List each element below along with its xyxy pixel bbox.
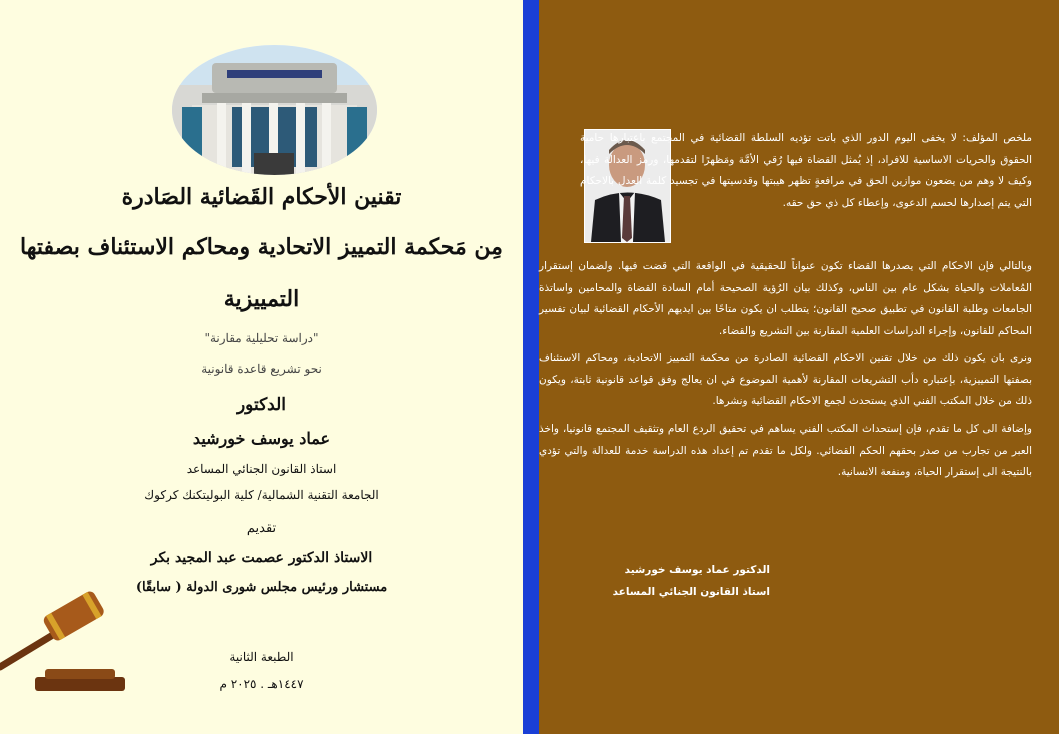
gavel-icon <box>0 585 130 695</box>
court-building-photo <box>172 45 377 175</box>
author-affiliation: الجامعة التقنية الشمالية/ كلية البوليتكنك كركوك <box>144 488 379 502</box>
author-rank: الدكتور <box>236 395 287 415</box>
signature-title: استاذ القانون الجنائي المساعد <box>612 586 770 598</box>
edition: الطبعة الثانية <box>229 650 294 664</box>
abstract-paragraph-4: وإضافة الى كل ما تقدم، فإن إستحداث المكتب الفني يساهم في تحقيق الردع العام وتثقيف المجتمع قانونيا، واخذ العبر من تجارب من صدر بحقهم الحكم القضائي. ولكل ما تقدم تم إعداد هذه الدراسة خدمة للعدالة والتي تؤدي بالنتيجة الى إستقرار الحياة، ومنفعة الانسانية. <box>539 423 1032 478</box>
introduction-author-name: الاستاذ الدكتور عصمت عبد المجيد بكر <box>150 550 373 566</box>
abstract-paragraph-1: ملخص المؤلف: لا يخفى اليوم الدور الذي باتت تؤديه السلطة القضائية في المجتمع باعتبارها حامية الحقوق والحريات الاساسية للافراد، إذ يُمثل القضاة فيها رُقي الأمَّة ومَظهرًا لتقدمها، ورمز العدالة فيها، وكيف لا وهم من يضعون موازين الحق في مرافعةٍ تظهر هيبتها وقدسيتها في تجسيد كلمة العدل بالاحكام التي يتم إصدارها لحسم الدعوى، وإعطاء كل ذي حق حقه. <box>580 132 1032 209</box>
abstract-paragraph-2: وبالتالي فإن الاحكام التي يصدرها القضاء تكون عنواناً للحقيقية في الواقعة التي قضت فيها. ولضمان إستقرار المُعاملات والحياة بشكل عام بين الناس، وكذلك بيان الرُؤية الصحيحة أمام السادة القضاة والمحامين واساتذة الجامعات وطلبة القانون في تطبيق صحيح القانون؛ يتطلب ان يكون متاحًا بين ايديهم الأحكام القضائية لبيان تفسير المحاكم للقانون، وإجراء الدراسات العلمية المقارنة بين التشريع والقضاء. <box>539 260 1032 337</box>
abstract-paragraph-3: ونرى بان يكون ذلك من خلال تقنين الاحكام القضائية الصادرة من محكمة التمييز الاتحادية، ومحاكم الاستئناف بصفتها التمييزية، بإعتباره دأب التشريعات المقارنة لأهمية الموضوع في ان يعالج وفق قواعد قانونية ثابتة، ويكون ذلك من خلال المكتب الفني الذي يستحدث لجمع الاحكام القضائية ونشرها. <box>539 352 1032 407</box>
signature-name: الدكتور عماد يوسف خورشيد <box>624 564 770 576</box>
subtitle-2: نحو تشريع قاعدة قانونية <box>201 362 322 376</box>
subtitle: "دراسة تحليلية مقارنة" <box>204 331 319 345</box>
author-title: استاذ القانون الجنائي المساعد <box>186 462 337 476</box>
book-title-line-1: تقنين الأحكام القَضائية الصَادرة <box>121 184 402 210</box>
book-title-line-3: التمييزية <box>223 286 300 312</box>
book-title-line-2: مِن مَحكمة التمييز الاتحادية ومحاكم الاستئناف بصفتها <box>20 234 503 260</box>
author-name: عماد يوسف خورشيد <box>192 429 331 448</box>
publication-date: ١٤٤٧هـ . ٢٠٢٥ م <box>219 677 304 691</box>
front-cover <box>0 0 523 734</box>
introduction-label: تقديم <box>246 521 277 536</box>
introduction-author-role: مستشار ورئيس مجلس شورى الدولة ( سابقًا) <box>135 580 388 595</box>
signature <box>600 559 770 603</box>
book-spine <box>523 0 539 734</box>
